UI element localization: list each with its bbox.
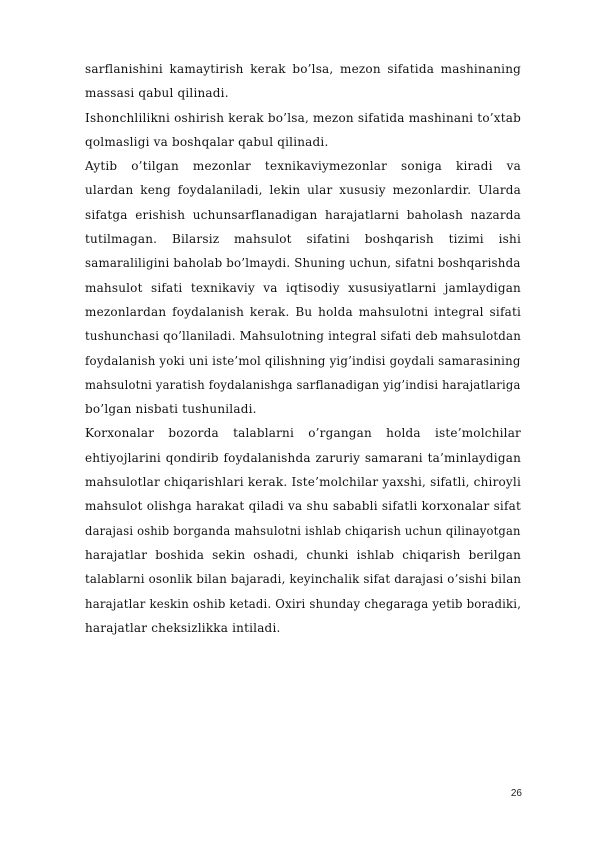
text-line: harajatlar boshida sekin oshadi, chunki ishlab chiqarish berilgan (85, 547, 521, 562)
text-line: mahsulot sifati texnikaviy va iqtisodiy xususiyatlarni jamlaydigan (85, 280, 521, 295)
text-line: mahsulot olishga harakat qiladi va shu sababli sifatli korxonalar sifat (85, 499, 521, 514)
text-line: sifatga erishish uchunsarflanadigan harajatlarni baholash nazarda (85, 207, 521, 222)
text-line: Ishonchlilikni oshirish kerak bo’lsa, mezon sifatida mashinani to’xtab (85, 110, 521, 125)
text-line: tushunchasi qo’llaniladi. Mahsulotning integral sifati deb mahsulotdan (85, 329, 521, 344)
text-line: harajatlar keskin oshib ketadi. Oxiri shunday chegaraga yetib boradiki, (85, 596, 522, 611)
text-line: qolmasligi va boshqalar qabul qilinadi. (85, 134, 329, 149)
text-line: massasi qabul qilinadi. (85, 86, 229, 101)
text-line: talablarni osonlik bilan bajaradi, keyinchalik sifat darajasi o’sishi bilan (85, 572, 522, 587)
text-line: samaraliligini baholab bo’lmaydi. Shuning uchun, sifatni boshqarishda (85, 256, 521, 271)
text-line: Korxonalar bozorda talablarni o’rgangan holda iste’molchilar (85, 426, 521, 441)
text-line: Aytib o’tilgan mezonlar texnikaviymezonlar soniga kiradi va (85, 159, 521, 174)
text-line: harajatlar cheksizlikka intiladi. (85, 620, 281, 635)
text-line: ehtiyojlarini qondirib foydalanishda zaruriy samarani ta’minlaydigan (85, 450, 521, 465)
text-line: darajasi oshib borganda mahsulotni ishlab chiqarish uchun qilinayotgan (85, 523, 521, 538)
text-line: mahsulotlar chiqarishlari kerak. Iste’molchilar yaxshi, sifatli, chiroyli (85, 475, 521, 490)
text-line: bo’lgan nisbati tushuniladi. (85, 402, 257, 417)
page-number: 26 (510, 788, 522, 799)
text-line: mezonlardan foydalanish kerak. Bu holda mahsulotni integral sifati (85, 304, 521, 319)
document-body (85, 57, 521, 640)
text-line: mahsulotni yaratish foydalanishga sarflanadigan yig’indisi harajatlariga (85, 377, 521, 392)
text-line: foydalanish yoki uni iste’mol qilishning yig’indisi goydali samarasining (85, 353, 521, 368)
text-line: ulardan keng foydalaniladi, lekin ular xususiy mezonlardir. Ularda (85, 183, 521, 198)
text-line: sarflanishini kamaytirish kerak bo’lsa, mezon sifatida mashinaning (85, 62, 521, 76)
text-line: tutilmagan. Bilarsiz mahsulot sifatini boshqarish tizimi ishi (85, 232, 521, 247)
